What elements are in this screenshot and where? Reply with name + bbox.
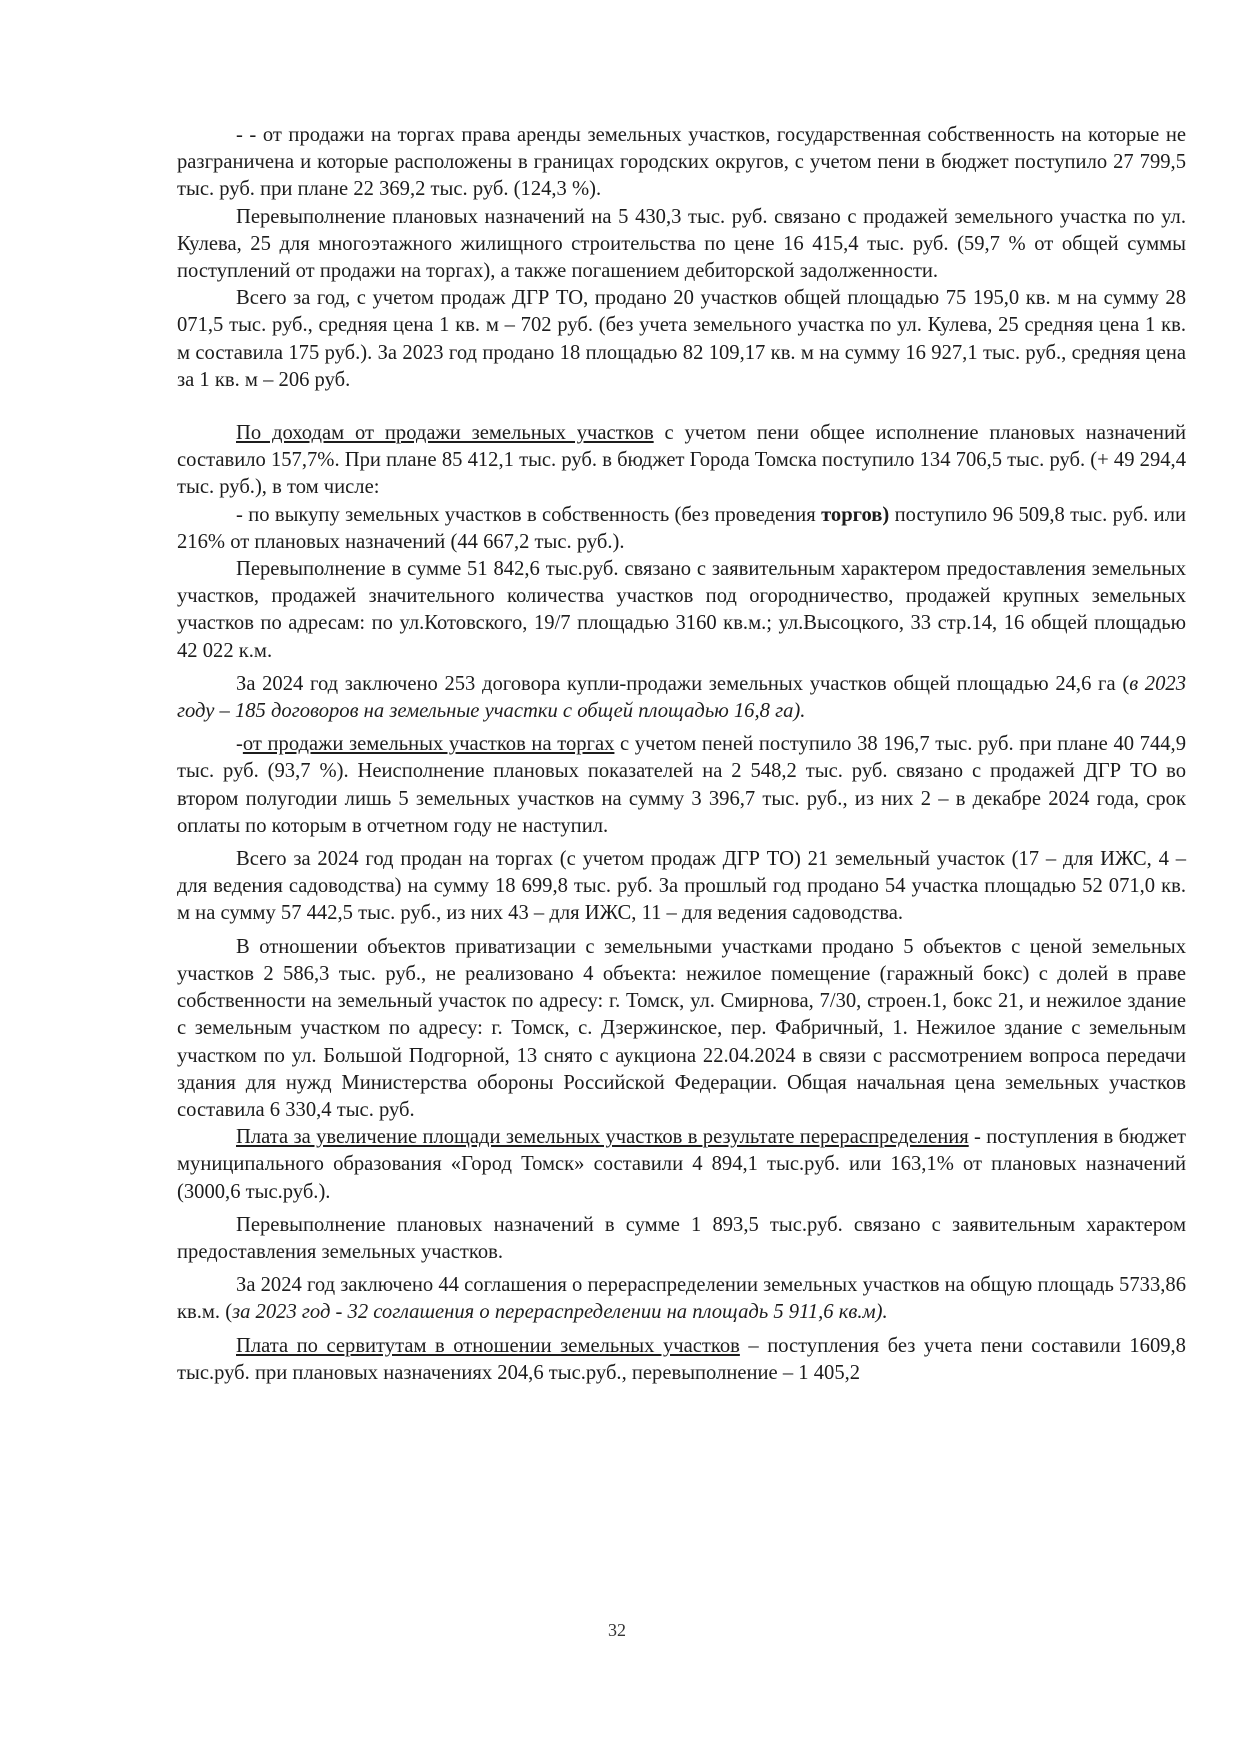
paragraph-overfulfillment-buyout: Перевыполнение в сумме 51 842,6 тыс.руб. связано с заявительным характером предоставления земельных участков, продажей значительного количества участков под огородничество, продажей крупных земельных участков по адресам: по ул.Котовского, 19/7 площадью 3160 кв.м.; ул.Высоцкого, 33 стр.14, 16 общей площадью 42 022 к.м.	[177, 558, 1186, 662]
paragraph-auction-sale-income: -от продажи земельных участков на торгах с учетом пеней поступило 38 196,7 тыс. руб. при плане 40 744,9 тыс. руб. (93,7 %). Неисполнение плановых показателей на 2 548,2 тыс. руб. связано с продажей ДГР ТО во втором полугодии лишь 5 земельных участков на сумму 3 396,7 тыс. руб., из них 2 – в декабре 2024 года, срок оплаты по которым в отчетном году не наступил.	[177, 733, 1186, 837]
page-number: 32	[608, 1620, 626, 1640]
paragraph-contracts-2024: За 2024 год заключено 253 договора купли-продажи земельных участков общей площадью 24,6 га (в 2023 году – 185 договоров на земельные участки с общей площадью 16,8 га).	[177, 672, 1186, 723]
paragraph-privatization-objects: В отношении объектов приватизации с земельными участками продано 5 объектов с ценой земельных участков 2 586,3 тыс. руб., не реализовано 4 объекта: нежилое помещение (гаражный бокс) с долей в праве собственности на земельный участок по адресу: г. Томск, ул. Смирнова, 7/30, строен.1, бокс 21, и нежилое здание с земельным участком по адресу: г. Томск, с. Дзержинское, пер. Фабричный, 1. Нежилое здание с земельным участком по ул. Большой Подгорной, 13 снято с аукциона 22.04.2024 в связи с рассмотрением вопроса передачи здания для нужд Министерства обороны Российской Федерации. Общая начальная цена земельных участков составила 6 330,4 тыс. руб.	[177, 935, 1186, 1121]
paragraph-overfulfillment-redistribution: Перевыполнение плановых назначений в сумме 1 893,5 тыс.руб. связано с заявительным характером предоставления земельных участков.	[177, 1213, 1186, 1263]
paragraph-redistribution-agreements: За 2024 год заключено 44 соглашения о перераспределении земельных участков на общую площадь 5733,86 кв.м. (за 2023 год - 32 соглашения о перераспределении на площадь 5 911,6 кв.м).	[177, 1274, 1186, 1324]
paragraph-overfulfillment-kuleva: Перевыполнение плановых назначений на 5 430,3 тыс. руб. связано с продажей земельного участка по ул. Кулева, 25 для многоэтажного жилищного строительства по цене 16 415,4 тыс. руб. (59,7 % от общей суммы поступлений от продажи на торгах), а также погашением дебиторской задолженности.	[177, 205, 1186, 283]
document-body	[177, 122, 1186, 1387]
paragraph-buyout-without-auction: - по выкупу земельных участков в собственность (без проведения торгов) поступило 96 509,8 тыс. руб. или 216% от плановых назначений (44 667,2 тыс. руб.).	[177, 503, 1186, 553]
paragraph-total-plots-sold: Всего за год, с учетом продаж ДГР ТО, продано 20 участков общей площадью 75 195,0 кв. м на сумму 28 071,5 тыс. руб., средняя цена 1 кв. м – 702 руб. (без учета земельного участка по ул. Кулева, 25 средняя цена 1 кв. м составила 175 руб.). За 2023 год продано 18 площадью 82 109,17 кв. м на сумму 16 927,1 тыс. руб., средняя цена за 1 кв. м – 206 руб.	[177, 287, 1186, 391]
section-heading-servitude: Плата по сервитутам в отношении земельных участков	[236, 1334, 740, 1357]
paragraph-land-sale-income: По доходам от продажи земельных участков с учетом пени общее исполнение плановых назначений составило 157,7%. При плане 85 412,1 тыс. руб. в бюджет Города Томска поступило 134 706,5 тыс. руб. (+ 49 294,4 тыс. руб.), в том числе:	[177, 422, 1187, 499]
section-heading-redistribution: Плата за увеличение площади земельных участков в результате перераспределения	[236, 1126, 969, 1149]
paragraph-redistribution-fee: Плата за увеличение площади земельных участков в результате перераспределения - поступления в бюджет муниципального образования «Город Томск» составили 4 894,1 тыс.руб. или 163,1% от плановых назначений (3000,6 тыс.руб.).	[177, 1126, 1186, 1203]
section-heading-auction-sale: от продажи земельных участков на торгах	[242, 733, 615, 756]
paragraph-auction-total-2024: Всего за 2024 год продан на торгах (с учетом продаж ДГР ТО) 21 земельный участок (17 – для ИЖС, 4 – для ведения садоводства) на сумму 18 699,8 тыс. руб. За прошлый год продано 54 участка площадью 52 071,0 кв. м на сумму 57 442,5 тыс. руб., из них 43 – для ИЖС, 11 – для ведения садоводства.	[177, 848, 1186, 925]
paragraph-servitude-fee: Плата по сервитутам в отношении земельных участков – поступления без учета пени составили 1609,8 тыс.руб. при плановых назначениях 204,6 тыс.руб., перевыполнение – 1 405,2	[177, 1334, 1186, 1384]
section-heading-land-sale: По доходам от продажи земельных участков	[236, 422, 654, 445]
paragraph-lease-auction-income: - - от продажи на торгах права аренды земельных участков, государственная собственность на которые не разграничена и которые расположены в границах городских округов, с учетом пени в бюджет поступило 27 799,5 тыс. руб. при плане 22 369,2 тыс. руб. (124,3 %).	[177, 124, 1186, 201]
